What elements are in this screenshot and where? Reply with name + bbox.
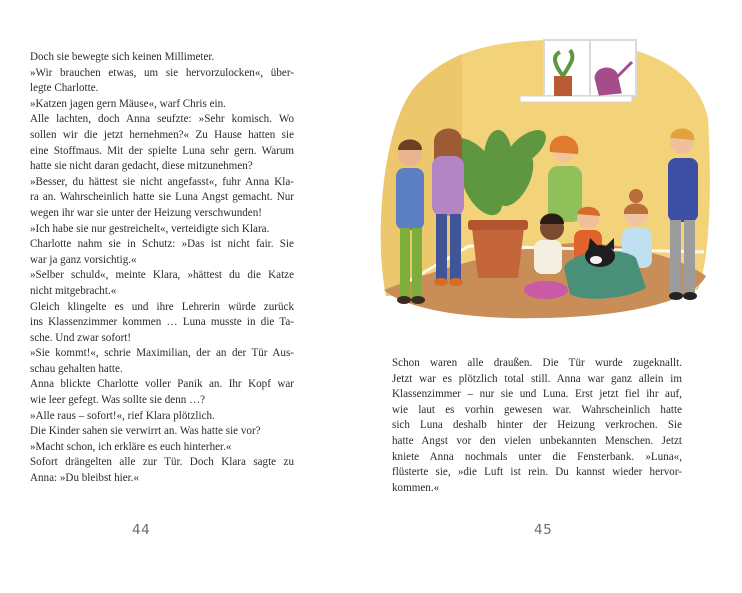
- text-line: wegen ihr war sie unter der Heizung verschwunden!: [30, 206, 262, 219]
- small-plant-pot: [554, 76, 572, 96]
- text-line: Anna: »Du bleibst hier.«: [30, 472, 140, 485]
- text-line: Gleich klingelte es und ihre Lehrerin würde zurück: [30, 300, 294, 313]
- text-line: sche. Und zwar sofort!: [30, 331, 132, 344]
- text-line: eine Stoffmaus. Mit der spielte Luna sehr gern. Warum: [30, 144, 294, 157]
- text-line: Anna blickte Charlotte voller Panik an. Ihr Kopf war: [30, 378, 294, 391]
- text-line: »Selber schuld«, meinte Klara, »hättest du die Katze: [30, 269, 294, 282]
- text-line: »Ich habe sie nur gestreichelt«, verteidigte sich Klara.: [30, 222, 270, 235]
- text-line: sich Luna deshalb hinter der Heizung verkrochen. Sie: [392, 419, 682, 432]
- child-girl-green: [548, 136, 582, 222]
- right-page-text: [392, 356, 682, 496]
- text-line: Jetzt war es plötzlich total still. Anna war ganz allein im: [392, 372, 682, 385]
- right-page: [371, 0, 742, 593]
- story-illustration: [374, 38, 712, 320]
- text-line: flüsterte sie, »die Luft ist rein. Du kannst wieder hervor-: [392, 466, 682, 479]
- page-number-right: 45: [534, 522, 553, 538]
- text-line: Doch sie bewegte sich keinen Millimeter.: [30, 51, 215, 63]
- left-page-text: [30, 50, 294, 487]
- plant-pot: [472, 228, 524, 278]
- text-line: hatte Angst vor den vielen unbekannten Menschen. Jetzt: [392, 434, 682, 447]
- text-line: »Katzen jagen gern Mäuse«, warf Chris ein.: [30, 97, 226, 110]
- text-line: war ja ganz vorsichtig.«: [30, 253, 137, 266]
- text-line: wie laut es vorhin gewesen war. Wahrscheinlich hatte: [392, 403, 682, 416]
- text-line: kommen.«: [392, 481, 440, 494]
- text-line: kniete Anna nochmals unter die Fensterbank. »Luna«,: [392, 450, 682, 463]
- text-line: hatte sie nicht daran gedacht, diese mitzunehmen?: [30, 160, 253, 173]
- text-line: »Besser, du hättest sie nicht angefasst«, fuhr Anna Kla-: [30, 175, 294, 188]
- text-line: Klassenzimmer – nur sie und Luna. Erst jetzt fiel ihr auf,: [392, 388, 682, 401]
- text-line: »Wir brauchen etwas, um sie hervorzulocken«, über-: [30, 66, 294, 79]
- text-line: nicht mitgebracht.«: [30, 284, 117, 297]
- text-line: ra an. Wahrscheinlich hatte sie Luna Angst gemacht. Nur: [30, 191, 294, 204]
- text-line: Die Kinder sahen sie verwirrt an. Was hatte sie vor?: [30, 425, 261, 438]
- page-number-left: 44: [132, 522, 151, 538]
- text-line: wie leer gefegt. Was sollte sie denn …?: [30, 394, 206, 407]
- text-line: Sofort drängelten alle zur Tür. Doch Klara sagte zu: [30, 456, 294, 469]
- text-line: »Alle raus – sofort!«, rief Klara plötzlich.: [30, 409, 215, 422]
- text-line: »Macht schon, ich erkläre es euch hinterher.«: [30, 440, 232, 453]
- text-line: Schon waren alle draußen. Die Tür wurde zugeknallt.: [392, 357, 682, 369]
- text-line: legte Charlotte.: [30, 82, 99, 95]
- text-line: schau gehalten hatte.: [30, 362, 123, 375]
- window-shelf: [520, 96, 632, 102]
- text-line: Alle lachten, doch Anna seufzte: »Sehr komisch. Wo: [30, 113, 294, 126]
- text-line: Charlotte nahm sie in Schutz: »Das ist nicht fair. Sie: [30, 238, 294, 251]
- text-line: ins Klassenzimmer kommen … Luna musste in die Ta-: [30, 316, 294, 329]
- text-line: »Sie kommt!«, schrie Maximilian, der an der Tür Aus-: [30, 347, 294, 360]
- text-line: sollen wir die jetzt hernehmen?« Zu Hause hatten sie: [30, 128, 294, 141]
